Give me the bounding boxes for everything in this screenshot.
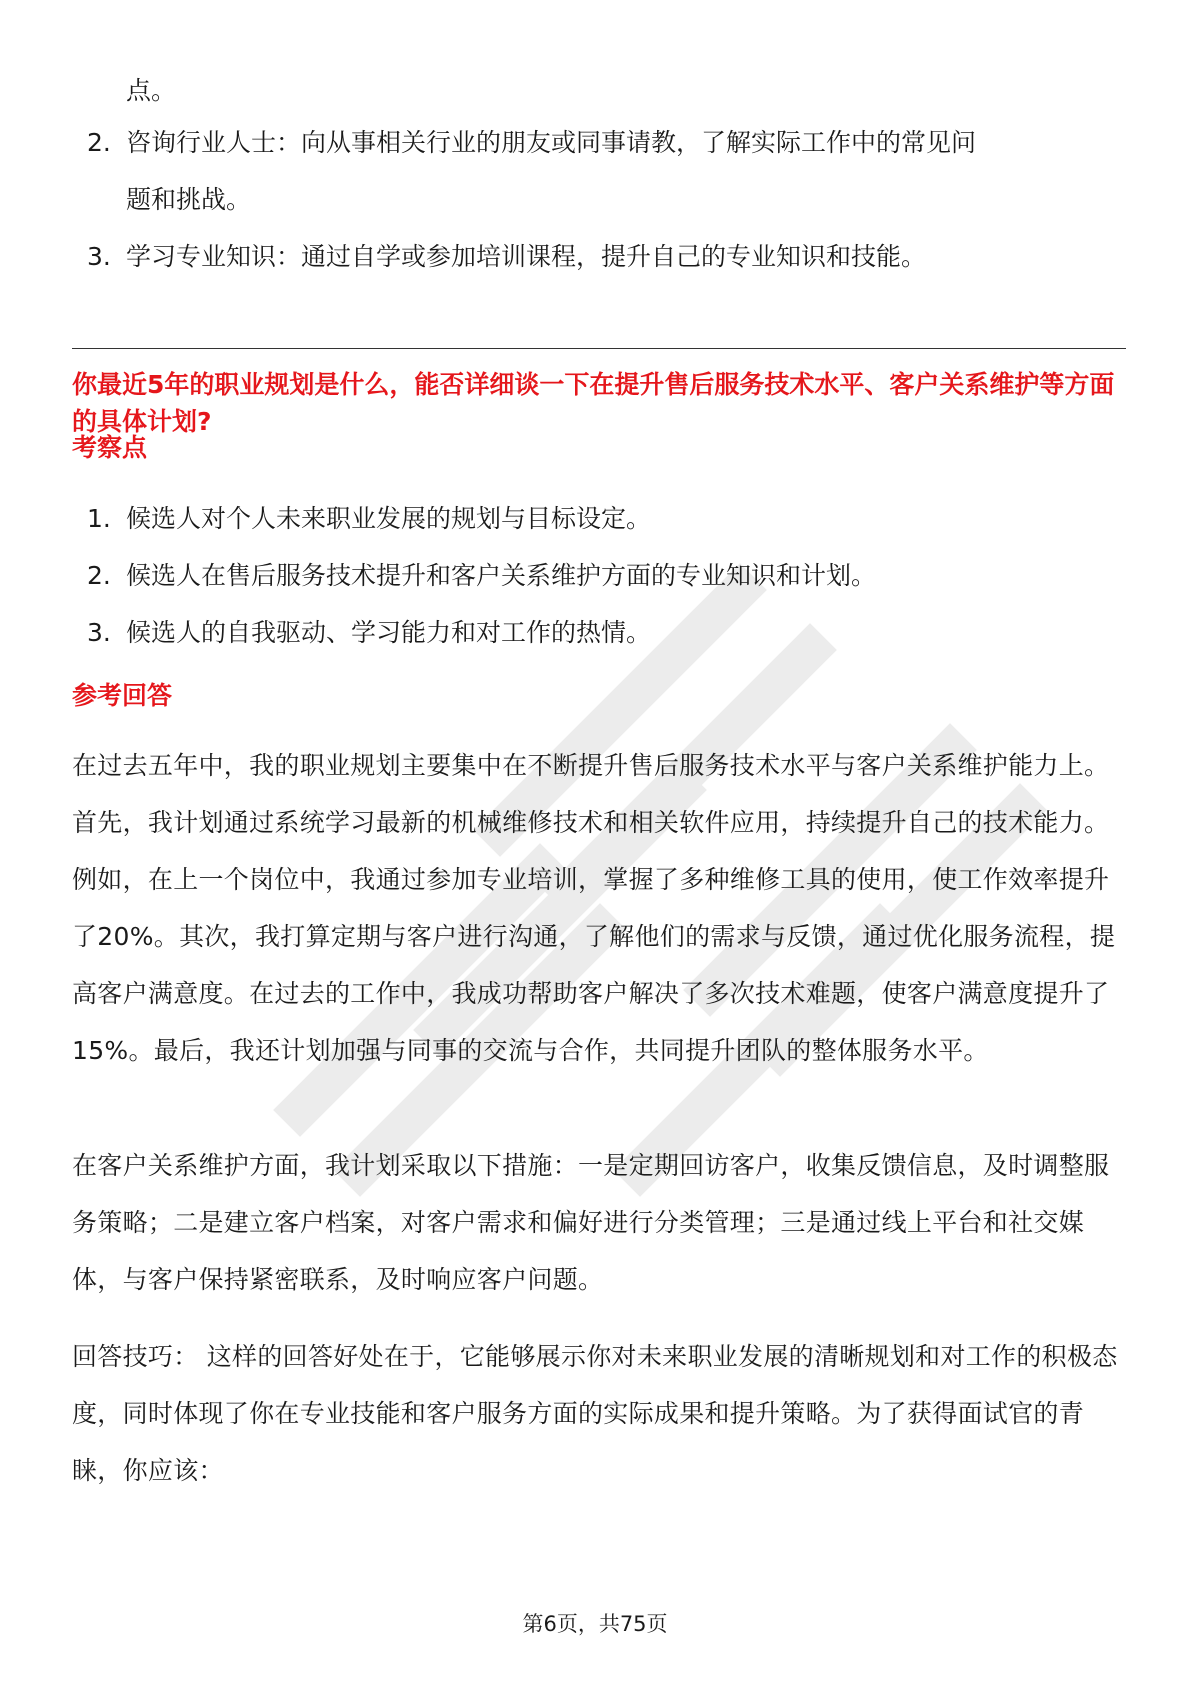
list-number: 3. <box>87 242 111 271</box>
list-item <box>72 171 1132 228</box>
list-number: 1. <box>87 504 111 533</box>
list-item <box>72 604 1132 661</box>
points-list <box>72 490 1132 661</box>
continuation-text: 点。 <box>126 76 177 105</box>
list-text-continuation: 题和挑战。 <box>126 185 252 214</box>
list-text: 候选人在售后服务技术提升和客户关系维护方面的专业知识和计划。 <box>126 561 877 590</box>
answer-label: 参考回答 <box>72 681 173 710</box>
list-number: 2. <box>87 561 111 590</box>
answer-tips-paragraph: 回答技巧： 这样的回答好处在于，它能够展示你对未来职业发展的清晰规划和对工作的积极态度，同时体现了你在专业技能和客户服务方面的实际成果和提升策略。为了获得面试官的青睐，你应该： <box>72 1342 1118 1485</box>
previous-list <box>72 114 1132 285</box>
section-divider <box>72 348 1126 349</box>
list-item <box>72 114 1132 171</box>
list-number: 2. <box>87 128 111 157</box>
list-item <box>72 490 1132 547</box>
list-number: 3. <box>87 618 111 647</box>
list-text: 候选人对个人未来职业发展的规划与目标设定。 <box>126 504 652 533</box>
list-text: 候选人的自我驱动、学习能力和对工作的热情。 <box>126 618 652 647</box>
answer-paragraph: 在客户关系维护方面，我计划采取以下措施：一是定期回访客户，收集反馈信息，及时调整服务策略；二是建立客户档案，对客户需求和偏好进行分类管理；三是通过线上平台和社交媒体，与客户保持紧密联系，及时响应客户问题。 <box>72 1151 1110 1294</box>
list-text: 咨询行业人士：向从事相关行业的朋友或同事请教，了解实际工作中的常见问 <box>126 128 977 157</box>
question-heading: 你最近5年的职业规划是什么，能否详细谈一下在提升售后服务技术水平、客户关系维护等方面的具体计划? <box>72 370 1115 436</box>
list-text: 学习专业知识：通过自学或参加培训课程，提升自己的专业知识和技能。 <box>126 242 927 271</box>
answer-paragraph: 在过去五年中，我的职业规划主要集中在不断提升售后服务技术水平与客户关系维护能力上。首先，我计划通过系统学习最新的机械维修技术和相关软件应用，持续提升自己的技术能力。例如，在上一个岗位中，我通过参加专业培训，掌握了多种维修工具的使用，使工作效率提升了20%。其次，我打算定期与客户进行沟通，了解他们的需求与反馈，通过优化服务流程，提高客户满意度。在过去的工作中，我成功帮助客户解决了多次技术难题，使客户满意度提升了15%。最后，我还计划加强与同事的交流与合作，共同提升团队的整体服务水平。 <box>72 751 1116 1065</box>
page-number-footer: 第6页，共75页 <box>522 1612 668 1636</box>
list-item <box>72 547 1132 604</box>
list-item <box>72 228 1132 285</box>
points-label: 考察点 <box>72 433 148 462</box>
